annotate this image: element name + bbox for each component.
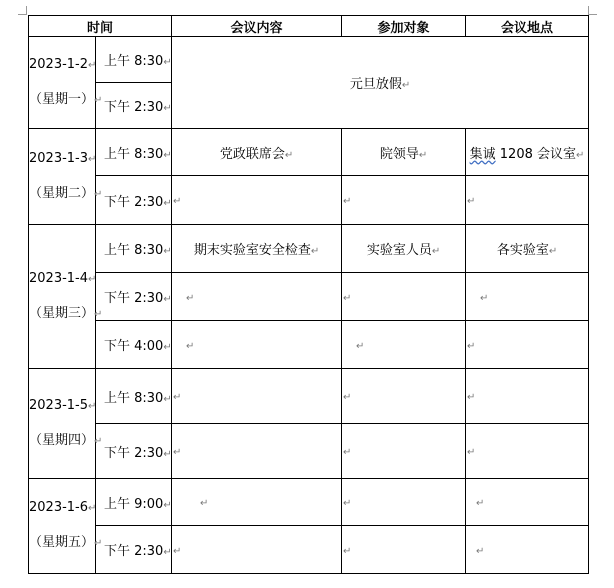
time-text: 上午 9:00 — [104, 496, 164, 512]
table-row — [29, 37, 589, 83]
attendees-cell[interactable] — [342, 176, 466, 225]
location-cell[interactable] — [466, 479, 589, 526]
attendees-cell[interactable]: 院领导↵ — [342, 129, 466, 176]
paragraph-mark: ↵ — [200, 498, 209, 510]
location-cell[interactable] — [466, 273, 589, 321]
content-cell[interactable] — [172, 479, 342, 526]
time-cell[interactable]: 上午 8:30↵ — [96, 225, 172, 273]
paragraph-mark: ↵ — [343, 196, 352, 208]
weekday-text: （星期二） — [29, 185, 95, 201]
table-row — [29, 369, 589, 424]
date-cell-wednesday[interactable]: 2023-1-4↵ （星期三）↵ — [29, 225, 96, 369]
time-cell[interactable]: 下午 2:30↵ — [96, 526, 172, 574]
time-cell[interactable]: 下午 4:00↵ — [96, 321, 172, 369]
table-row — [29, 479, 589, 526]
header-time[interactable]: 时间 — [29, 16, 172, 37]
time-text: 上午 8:30 — [104, 146, 164, 162]
location-cell[interactable]: 集诚 1208 会议室↵ — [466, 129, 589, 176]
time-text: 下午 2:30 — [104, 544, 164, 559]
location-text: 1208 会议室 — [495, 146, 576, 162]
weekday-text: （星期四） — [29, 432, 95, 448]
paragraph-mark: ↵ — [356, 340, 365, 352]
paragraph-mark: ↵ — [467, 340, 476, 352]
table-row — [29, 526, 589, 574]
location-text-underlined: 集诚 — [469, 146, 496, 162]
location-cell[interactable] — [466, 176, 589, 225]
content-text: 党政联席会 — [219, 146, 285, 162]
header-attendees[interactable]: 参加对象 — [342, 16, 466, 37]
weekday-text: （星期三） — [29, 305, 95, 321]
content-cell[interactable] — [172, 526, 342, 574]
date-text: 2023-1-4 — [29, 270, 89, 286]
paragraph-mark: ↵ — [467, 447, 476, 459]
paragraph-mark: ↵ — [173, 392, 182, 404]
time-text: 上午 8:30 — [104, 390, 164, 406]
time-cell[interactable]: 上午 8:30↵ — [96, 369, 172, 424]
attendees-cell[interactable] — [342, 369, 466, 424]
paragraph-mark: ↵ — [343, 545, 352, 557]
attendees-cell[interactable] — [342, 526, 466, 574]
location-cell[interactable] — [466, 369, 589, 424]
time-text: 下午 4:00 — [104, 339, 164, 354]
time-text: 上午 8:30 — [104, 243, 164, 258]
time-cell[interactable]: 下午 2:30↵ — [96, 273, 172, 321]
location-cell[interactable]: 各实验室↵ — [466, 225, 589, 273]
content-cell[interactable] — [172, 321, 342, 369]
date-text: 2023-1-3 — [29, 150, 89, 166]
header-content[interactable]: 会议内容 — [172, 16, 342, 37]
paragraph-mark: ↵ — [173, 196, 182, 208]
paragraph-mark: ↵ — [173, 545, 182, 557]
attendees-cell[interactable]: 实验室人员↵ — [342, 225, 466, 273]
page-corner-mark-left — [18, 6, 27, 15]
table-row — [29, 225, 589, 273]
location-cell[interactable] — [466, 321, 589, 369]
weekday-text: （星期五） — [29, 535, 95, 550]
header-location[interactable]: 会议地点 — [466, 16, 589, 37]
header-row — [29, 16, 589, 37]
meeting-schedule-table — [28, 15, 589, 574]
time-text: 上午 8:30 — [104, 54, 164, 69]
content-cell[interactable] — [172, 176, 342, 225]
table-row — [29, 176, 589, 225]
location-cell[interactable] — [466, 526, 589, 574]
paragraph-mark: ↵ — [343, 292, 352, 304]
date-cell-tuesday[interactable]: 2023-1-3↵ （星期二）↵ — [29, 129, 96, 225]
page-corner-mark-right — [588, 6, 597, 15]
paragraph-mark: ↵ — [343, 498, 352, 510]
paragraph-mark: ↵ — [186, 340, 195, 352]
location-cell[interactable] — [466, 424, 589, 479]
time-text: 下午 2:30 — [104, 194, 164, 210]
location-text: 各实验室 — [496, 243, 549, 258]
date-cell-friday[interactable]: 2023-1-6↵ （星期五）↵ — [29, 479, 96, 574]
date-text: 2023-1-2 — [29, 56, 89, 72]
time-text: 下午 2:30 — [104, 291, 164, 306]
time-cell[interactable]: 上午 9:00↵ — [96, 479, 172, 526]
content-cell[interactable]: 期末实验室安全检查↵ — [172, 225, 342, 273]
content-cell[interactable]: 党政联席会↵ — [172, 129, 342, 176]
date-cell-monday[interactable]: 2023-1-2↵ （星期一）↵ — [29, 37, 96, 129]
paragraph-mark: ↵ — [467, 392, 476, 404]
time-cell[interactable]: 下午 2:30↵ — [96, 176, 172, 225]
time-cell[interactable]: 下午 2:30↵ — [96, 424, 172, 479]
holiday-text: 元旦放假 — [349, 77, 402, 92]
time-cell[interactable]: 下午 2:30↵ — [96, 83, 172, 129]
date-text: 2023-1-6 — [29, 500, 89, 515]
attendees-text: 实验室人员 — [366, 243, 432, 258]
time-cell[interactable]: 上午 8:30↵ — [96, 129, 172, 176]
table-row — [29, 273, 589, 321]
paragraph-mark: ↵ — [480, 292, 489, 304]
paragraph-mark: ↵ — [467, 196, 476, 208]
time-text: 下午 2:30 — [104, 445, 164, 461]
table-row — [29, 129, 589, 176]
paragraph-mark: ↵ — [476, 545, 485, 557]
attendees-cell[interactable] — [342, 479, 466, 526]
date-cell-thursday[interactable]: 2023-1-5↵ （星期四）↵ — [29, 369, 96, 479]
paragraph-mark: ↵ — [186, 292, 195, 304]
attendees-cell[interactable] — [342, 424, 466, 479]
time-cell[interactable]: 上午 8:30↵ — [96, 37, 172, 83]
weekday-text: （星期一） — [29, 91, 95, 107]
content-cell[interactable] — [172, 273, 342, 321]
attendees-cell[interactable] — [342, 321, 466, 369]
content-cell[interactable] — [172, 369, 342, 424]
table-row — [29, 424, 589, 479]
content-cell[interactable] — [172, 424, 342, 479]
attendees-text: 院领导 — [379, 146, 419, 162]
paragraph-mark: ↵ — [476, 498, 485, 510]
paragraph-mark: ↵ — [343, 447, 352, 459]
time-text: 下午 2:30 — [104, 100, 164, 115]
holiday-cell[interactable]: 元旦放假↵ — [172, 37, 589, 129]
table-row — [29, 321, 589, 369]
paragraph-mark: ↵ — [173, 447, 182, 459]
paragraph-mark: ↵ — [343, 392, 352, 404]
date-text: 2023-1-5 — [29, 397, 89, 413]
content-text: 期末实验室安全检查 — [193, 243, 311, 258]
attendees-cell[interactable] — [342, 273, 466, 321]
